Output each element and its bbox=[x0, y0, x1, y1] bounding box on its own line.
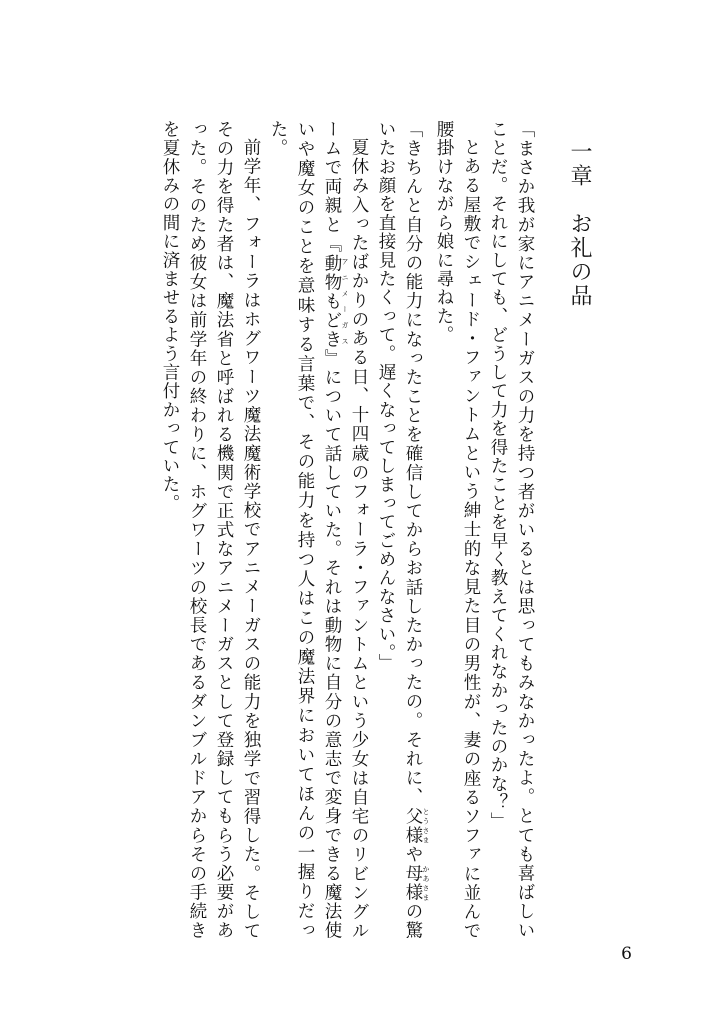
paragraph-3-text-b: の驚いたお顔を直接見たくって。遅くなってしまってごめんなさい。」 bbox=[376, 120, 423, 940]
ruby-animagus-reading: アニメーガス bbox=[341, 253, 349, 349]
paragraph-1: 「まさか我が家にアニメーガスの力を持つ者がいるとは思ってもみなかったよ。とても喜ばしいことだ。それにしても、どうして力を得たことを早く教えてくれなかったのかな？」 bbox=[488, 120, 535, 940]
ruby-father-base: 父様 bbox=[403, 806, 423, 845]
chapter-title: 一章 お礼の品 bbox=[567, 140, 592, 308]
paragraph-2: とある屋敷でシェード・ファントムという紳士的な見た目の男性が、妻の座るソファに並んで腰掛けながら娘に尋ねた。 bbox=[434, 120, 481, 940]
paragraph-4-text-a: 夏休み入ったばかりのある日、十四歳のフォーラ・ファントムという少女は自宅のリビングルームで両親と『 bbox=[322, 120, 369, 940]
paragraph-5: 前学年、フォーラはホグワーツ魔法魔術学校でアニメーガスの能力を独学で習得した。そしてその力を得た者は、魔法省と呼ばれる機関で正式なアニメーガスとして登録してもらう必要があった。そのため彼女は前学年の終わりに、ホグワーツの校長であるダンブルドアからその手続きを夏休みの間に済ませるよう言付かっていた。 bbox=[160, 120, 261, 940]
paragraph-4 bbox=[264, 120, 372, 940]
paragraph-3-ya: や bbox=[403, 844, 423, 865]
ruby-father bbox=[403, 806, 430, 845]
paragraph-3 bbox=[372, 120, 430, 940]
paragraph-4-text-b: 』について話していた。それは動物に自分の意志で変身できる魔法使いや魔女のことを意味する言葉で、その能力を持つ人はこの魔法界においてほんの一握りだった。 bbox=[268, 120, 342, 941]
ruby-mother-base: 母様 bbox=[403, 864, 423, 903]
paragraph-3-text-a: 「きちんと自分の能力になったことを確信してからお話したかったの。それに、 bbox=[403, 120, 423, 807]
body-text bbox=[160, 120, 538, 941]
ruby-mother bbox=[403, 864, 430, 903]
ruby-animagus bbox=[322, 253, 349, 349]
ruby-mother-reading: かあさま bbox=[422, 864, 430, 902]
ruby-animagus-base: 動物もどき bbox=[322, 253, 342, 349]
ruby-father-reading: とうさま bbox=[422, 806, 430, 845]
page-number: 6 bbox=[621, 944, 632, 964]
